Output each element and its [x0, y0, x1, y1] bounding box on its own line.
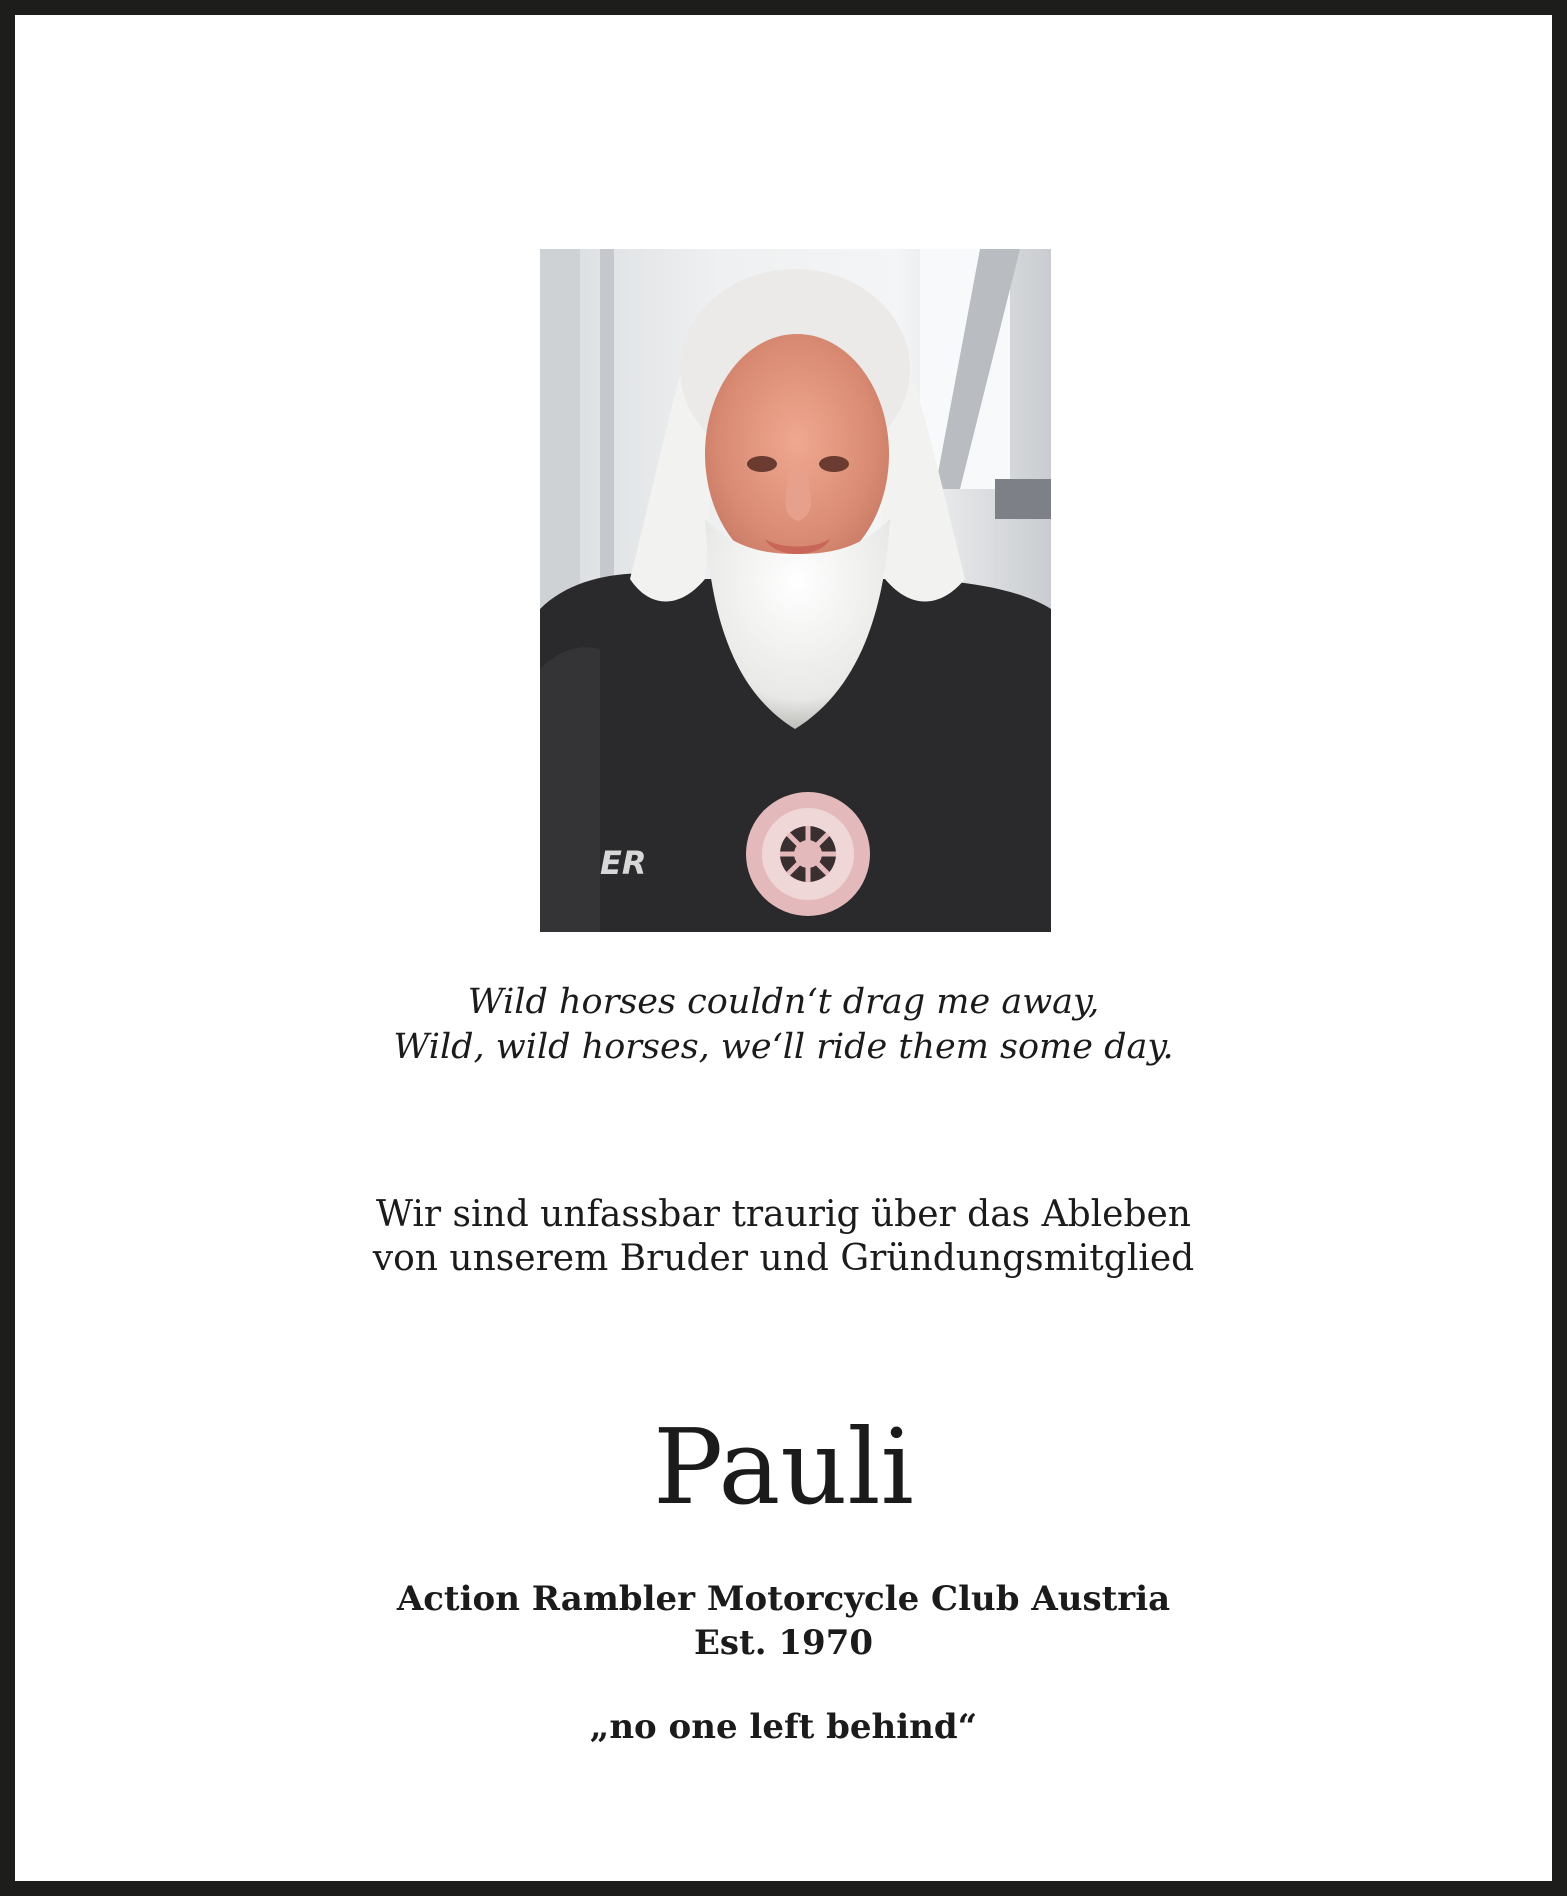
shirt-print-text: ER — [600, 844, 647, 882]
club-signature — [15, 1577, 1552, 1665]
quote-line-2: Wild, wild horses, we‘ll ride them some day. — [393, 1027, 1174, 1067]
portrait-photo — [540, 249, 1051, 932]
club-name: Action Rambler Motorcycle Club Austria — [396, 1579, 1171, 1619]
club-established: Est. 1970 — [693, 1623, 874, 1663]
deceased-name: Pauli — [653, 1406, 914, 1528]
portrait-illustration — [540, 249, 1051, 932]
condolence-message — [15, 1193, 1552, 1281]
message-line-1: Wir sind unfassbar traurig über das Ableben — [375, 1194, 1191, 1235]
message-line-2: von unserem Bruder und Gründungsmitglied — [372, 1238, 1195, 1279]
quote-line-1: Wild horses couldn‘t drag me away, — [467, 982, 1100, 1022]
club-motto: „no one left behind“ — [589, 1707, 978, 1747]
song-quote — [15, 980, 1552, 1070]
